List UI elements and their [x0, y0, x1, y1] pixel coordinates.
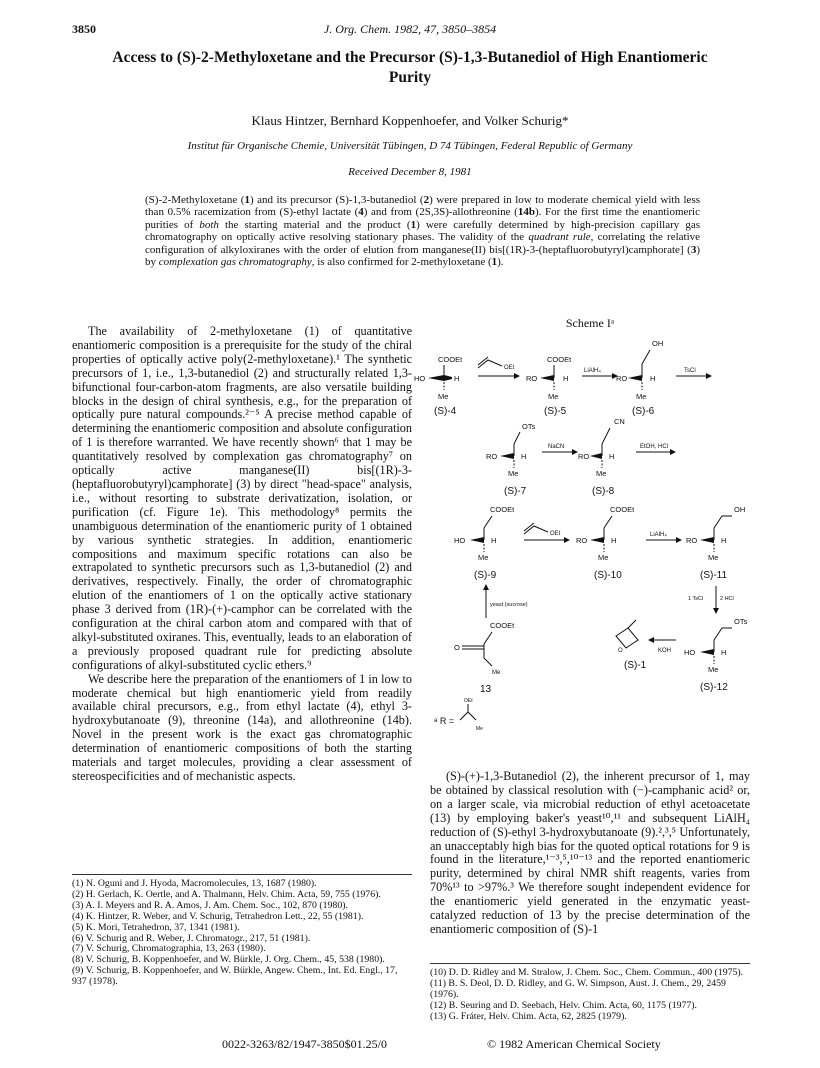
- journal-citation: J. Org. Chem. 1982, 47, 3850–3854: [323, 22, 497, 36]
- svg-text:H: H: [563, 374, 569, 383]
- svg-text:OH: OH: [734, 505, 746, 514]
- svg-text:OEt: OEt: [550, 531, 561, 537]
- svg-text:13: 13: [480, 684, 492, 695]
- svg-text:CN: CN: [614, 417, 625, 426]
- svg-text:COOEt: COOEt: [547, 355, 572, 364]
- svg-text:O: O: [454, 643, 460, 652]
- scheme-title: Scheme Iᵃ: [565, 316, 615, 330]
- svg-text:H: H: [650, 374, 656, 383]
- reference: (4) K. Hintzer, R. Weber, and V. Schurig, Tetrahedron Lett., 22, 55 (1981).: [72, 910, 364, 922]
- svg-text:ᵃ R =: ᵃ R =: [434, 716, 455, 726]
- svg-text:(S)-7: (S)-7: [504, 486, 527, 497]
- svg-text:COOEt: COOEt: [438, 355, 463, 364]
- references-left: [72, 874, 412, 988]
- arrow-etoh-hcl: [636, 444, 676, 455]
- svg-text:H: H: [721, 536, 727, 545]
- svg-text:H: H: [609, 452, 615, 461]
- svg-text:H: H: [721, 648, 727, 657]
- svg-text:Me: Me: [598, 553, 609, 562]
- svg-text:yeast (sucrose): yeast (sucrose): [490, 602, 528, 608]
- svg-text:COOEt: COOEt: [610, 505, 635, 514]
- svg-text:HO: HO: [414, 374, 426, 383]
- svg-text:TsCl: TsCl: [684, 368, 696, 374]
- compound-s1: [616, 620, 647, 671]
- svg-text:(S)-9: (S)-9: [474, 570, 497, 581]
- svg-text:(S)-11: (S)-11: [700, 570, 728, 581]
- svg-text:RO: RO: [686, 536, 698, 545]
- reagent-vinyl-ether-2: [524, 523, 570, 543]
- reference: (7) V. Schurig, Chromatographia, 13, 263 (1980).: [72, 943, 266, 955]
- svg-text:H: H: [521, 452, 527, 461]
- svg-text:Me: Me: [476, 726, 483, 732]
- svg-text:COOEt: COOEt: [490, 505, 515, 514]
- svg-text:RO: RO: [578, 452, 590, 461]
- arrow-tscl: [676, 368, 712, 379]
- svg-text:OEt: OEt: [504, 365, 515, 371]
- svg-text:RO: RO: [576, 536, 588, 545]
- reference: (12) B. Seuring and D. Seebach, Helv. Chim. Acta, 60, 1175 (1977).: [430, 999, 698, 1011]
- compound-s12: [684, 617, 748, 693]
- svg-text:H: H: [611, 536, 617, 545]
- svg-text:(S)-1: (S)-1: [624, 660, 647, 671]
- compound-s7: [486, 422, 536, 497]
- svg-text:RO: RO: [616, 374, 628, 383]
- svg-text:COOEt: COOEt: [490, 621, 515, 630]
- svg-text:LiAlH₄: LiAlH₄: [584, 368, 601, 374]
- reference: (13) G. Fráter, Helv. Chim. Acta, 62, 2825 (1979).: [430, 1010, 627, 1022]
- reference: (5) K. Mori, Tetrahedron, 37, 1341 (1981).: [72, 921, 240, 933]
- paragraph: (S)-(+)-1,3-Butanediol (2), the inherent precursor of 1, may be obtained by classical resolution with (−)-camphanic acid² or, on a larger scale, via microbial reduction of ethyl acetoacetate (13) by employing baker's yeast¹⁰,¹¹ and subsequent LiAlH₄ reduction of (S)-ethyl 3-hydroxybutanoate (9).²,³,⁵ Unfortunately, an unacceptably high bias for the quoted optical rotations for 9 is found in the literature,¹⁻³,⁵,¹⁰⁻¹³ and the reported enantiomeric purity, determined by chiral NMR shift reagents, varies from 70%¹³ to >97%.³ We therefore sought independent evidence for the enantiomeric yield generated in the enzymatic yeast-catalyzed reduction of 13 by the precise determination of the enantiomeric composition of (S)-1: [430, 769, 750, 936]
- compound-s5: [526, 355, 572, 417]
- arrow-lialh4-2: [646, 532, 682, 543]
- reference: (1) N. Oguni and J. Hyoda, Macromolecules, 13, 1687 (1980).: [72, 878, 317, 889]
- svg-text:H: H: [491, 536, 497, 545]
- references-right: [430, 963, 750, 1023]
- svg-text:Me: Me: [478, 553, 489, 562]
- svg-text:Me: Me: [596, 469, 607, 478]
- svg-text:Me: Me: [636, 392, 647, 401]
- scheme-footnote: [434, 698, 483, 732]
- svg-text:Me: Me: [548, 392, 559, 401]
- compound-s8: [578, 417, 625, 497]
- svg-text:OTs: OTs: [734, 617, 748, 626]
- reaction-scheme: [414, 334, 810, 744]
- svg-text:RO: RO: [486, 452, 498, 461]
- paragraph: The availability of 2-methyloxetane (1) of quantitative enantiomeric composition is a prerequisite for the study of the chiral properties of optically active poly(2-methyloxetane).¹ The synthetic precursors of 1, i.e., 1,3-butanediol (2) and structurally related 1,3-bifunctional four-carbon-atom fragments, are also versatile building blocks in the design of chiral synthesis, e.g., for the preparation of optically pure natural compounds.²⁻⁵ A precise method capable of determining the enantiomeric composition and absolute configuration of 1 is therefore warranted. We have recently shown⁶ that 1 may be quantitatively resolved by complexation gas chromatography⁷ on optically active manganese(II) bis[(1R)-3-(heptafluorobutyryl)camphorate] (3) by direct "head-space" analysis, i.e., without resorting to substrate derivatization, isolation, or purification (cf. Figure 1e). This methodology⁸ permits the unambiguous determination of the enantiomeric purity of 1 obtained by various synthetic strategies. In addition, enantiomeric compositions and maximum specific rotations can also be extrapolated to synthetic precursors such as 1,3-butanediol (2) and derivatives, respectively. Finally, the order of chromatographic elution of the enantiomers of 1 on the optically active stationary phase 3 derived from (1R)-(+)-camphor can be correlated with the configuration at the chiral carbon atom and compared with that of alkyl-substituted oxiranes. This, eventually, leads to an elaboration of a previously proposed quadrant rule for predicting absolute configurations of alkyl-substituted cyclic ethers.⁹: [72, 324, 412, 672]
- compound-s10: [576, 505, 635, 581]
- compound-13: [454, 621, 515, 695]
- footer-article-code: 0022-3263/82/1947-3850$01.25/0: [222, 1037, 387, 1051]
- svg-text:KOH: KOH: [658, 648, 672, 654]
- affiliation: Institut für Organische Chemie, Universität Tübingen, D 74 Tübingen, Federal Republic of Germany: [187, 140, 633, 152]
- footer-copyright: © 1982 American Chemical Society: [487, 1037, 661, 1051]
- body-text-left-column: [72, 325, 412, 784]
- arrow-koh: [648, 637, 676, 654]
- svg-text:Me: Me: [708, 665, 719, 674]
- page-number: 3850: [72, 22, 96, 36]
- authors: Klaus Hintzer, Bernhard Koppenhoefer, and Volker Schurig*: [251, 113, 569, 128]
- svg-text:NaCN: NaCN: [548, 444, 565, 450]
- svg-text:(S)-12: (S)-12: [700, 682, 728, 693]
- reference: (10) D. D. Ridley and M. Stralow, J. Chem. Soc., Chem. Commun., 400 (1975).: [430, 967, 744, 978]
- svg-text:(S)-6: (S)-6: [632, 406, 655, 417]
- svg-text:(S)-5: (S)-5: [544, 406, 567, 417]
- paragraph: We describe here the preparation of the enantiomers of 1 in low to moderate chemical but high enantiomeric yield from readily available chiral precursors, e.g., from ethyl lactate (4), ethyl 3-hydroxybutanoate (9), threonine (14a), and allothreonine (14b). Novel in the present work is the exact gas chromatographic determination of enantiomeric compositions of both the starting materials and target molecules, providing a clear assessment of stereospecificities and of mechanistic aspects.: [72, 671, 412, 783]
- svg-text:Me: Me: [492, 670, 501, 676]
- reference: (11) B. S. Deol, D. D. Ridley, and G. W. Simpson, Aust. J. Chem., 29, 2459 (1976).: [430, 977, 726, 1000]
- compound-s9: [454, 505, 515, 581]
- svg-text:(S)-4: (S)-4: [434, 406, 457, 417]
- svg-text:O: O: [618, 648, 623, 654]
- svg-text:(S)-8: (S)-8: [592, 486, 615, 497]
- compound-s11: [686, 505, 745, 581]
- received-date: Received December 8, 1981: [348, 166, 472, 178]
- svg-text:LiAlH₄: LiAlH₄: [650, 532, 667, 538]
- svg-text:HO: HO: [684, 648, 696, 657]
- arrow-lialh4: [582, 368, 618, 379]
- reference: (6) V. Schurig and R. Weber, J. Chromatogr., 217, 51 (1981).: [72, 932, 311, 944]
- svg-text:Me: Me: [708, 553, 719, 562]
- svg-text:OTs: OTs: [522, 422, 536, 431]
- svg-text:H: H: [454, 374, 460, 383]
- svg-text:2 HCl: 2 HCl: [720, 596, 734, 602]
- arrow-tscl-hcl: [688, 586, 734, 614]
- reference: (3) A. I. Meyers and R. A. Amos, J. Am. Chem. Soc., 102, 870 (1980).: [72, 899, 348, 911]
- compound-s4: [414, 355, 463, 417]
- reference: (8) V. Schurig, B. Koppenhoefer, and W. Bürkle, J. Org. Chem., 45, 538 (1980).: [72, 954, 385, 966]
- body-text-right-column: [430, 770, 750, 937]
- svg-text:Me: Me: [508, 469, 519, 478]
- svg-text:(S)-10: (S)-10: [594, 570, 622, 581]
- article-title: Access to (S)-2-Methyloxetane and the Precursor (S)-1,3-Butanediol of High Enantiomeric Purity: [112, 49, 708, 86]
- svg-text:OH: OH: [652, 339, 664, 348]
- svg-text:EtOH, HCl: EtOH, HCl: [640, 444, 669, 450]
- compound-s6: [616, 339, 663, 417]
- svg-text:RO: RO: [526, 374, 538, 383]
- reference: (2) H. Gerlach, K. Oertle, and A. Thalmann, Helv. Chim. Acta, 59, 755 (1976).: [72, 888, 381, 900]
- arrow-yeast: [483, 584, 528, 618]
- svg-text:HO: HO: [454, 536, 466, 545]
- svg-text:1 TsCl: 1 TsCl: [688, 596, 704, 602]
- reference: (9) V. Schurig, B. Koppenhoefer, and W. Bürkle, Angew. Chem., Int. Ed. Engl., 17, 937 (1978).: [72, 965, 398, 988]
- reagent-vinyl-ether: [478, 357, 520, 379]
- svg-text:OEt: OEt: [464, 698, 473, 704]
- abstract: (S)-2-Methyloxetane (1) and its precursor (S)-1,3-butanediol (2) were prepared in low to moderate chemical yield with less than 0.5% racemization from (S)-ethyl lactate (4) and from (2S,3S)-allothreonine (14b). For the first time the enantiomeric purities of both the starting material and the product (1) were carefully determined by high-precision capillary gas chromatography on optically active resolving stationary phases. The validity of the quadrant rule, correlating the relative configuration of alkyloxiranes with the order of elution from manganese(II) bis[(1R)-3-(heptafluorobutyryl)camphorate] (3) by complexation gas chromatography, is also confirmed for 2-methyloxetane (1).: [145, 194, 701, 269]
- arrow-nacn: [542, 444, 578, 455]
- svg-text:Me: Me: [438, 392, 449, 401]
